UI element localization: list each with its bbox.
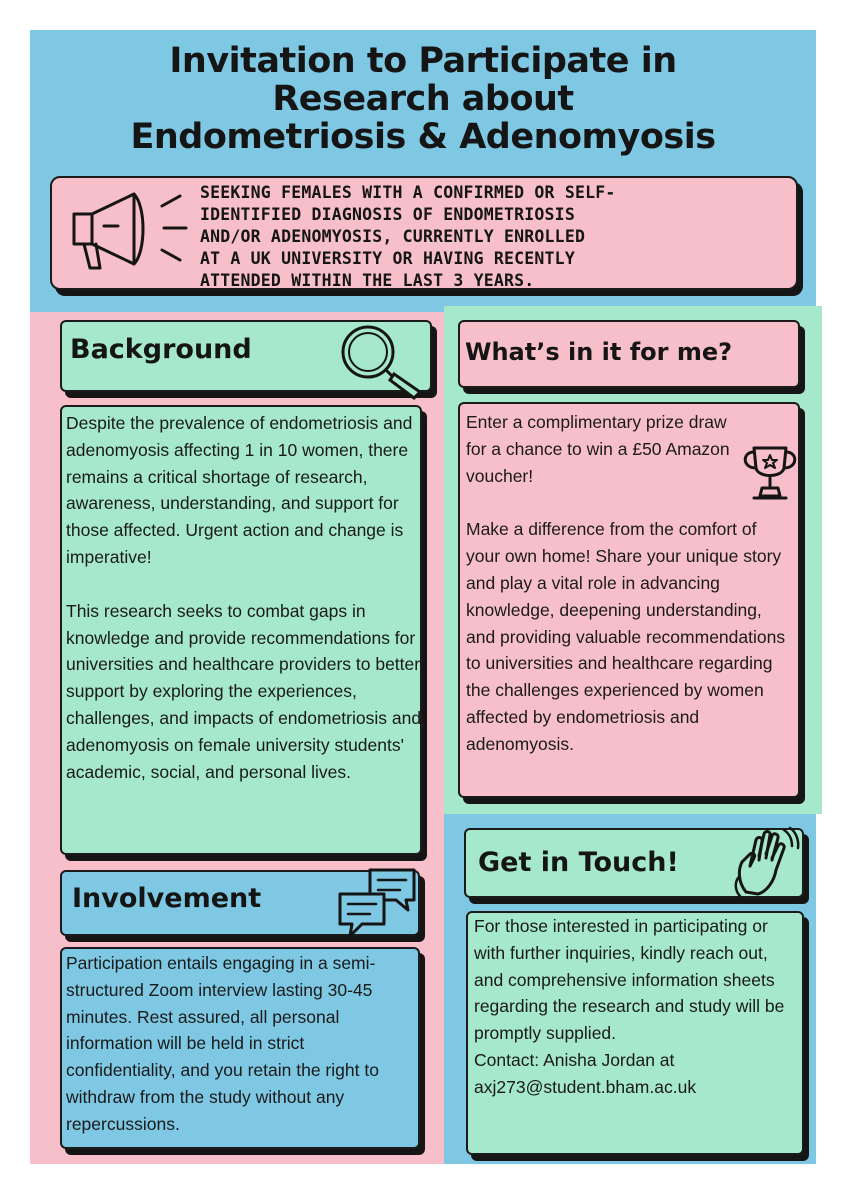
benefits-paragraph-2: Make a difference from the comfort of your own home! Share your unique story and play a vital role in advancing knowledge, deepening understanding, and providing valuable recommendations to universities and healthcare regarding the challenges experienced by women affected by endometriosis and adenomyosis. <box>466 519 786 754</box>
contact-heading: Get in Touch! <box>478 847 679 878</box>
eligibility-line-1: SEEKING FEMALES WITH A CONFIRMED OR SELF- <box>200 183 616 202</box>
background-paragraph-2: This research seeks to combat gaps in knowledge and provide recommendations for universities and healthcare providers to better support by exploring the experiences, challenges, and impacts of endometriosis and adenomyosis on female university students' academic, social, and personal lives. <box>66 600 422 782</box>
eligibility-line-3: AND/OR ADENOMYOSIS, CURRENTLY ENROLLED <box>200 227 586 246</box>
trophy-icon <box>738 442 802 504</box>
title-line-1: Invitation to Participate in <box>169 41 677 81</box>
page-title <box>60 42 786 156</box>
background-heading: Background <box>70 334 252 365</box>
eligibility-line-4: AT A UK UNIVERSITY OR HAVING RECENTLY <box>200 249 575 268</box>
eligibility-text <box>200 182 790 292</box>
involvement-body <box>66 950 418 1138</box>
contact-email[interactable]: axj273@student.bham.ac.uk <box>474 1076 697 1097</box>
involvement-paragraph: Participation entails engaging in a semi-structured Zoom interview lasting 30-45 minutes. Rest assured, all personal information will be held in strict confidentiality, and you retain the right to withdraw from the study without any repercussions. <box>66 953 379 1134</box>
eligibility-line-5: ATTENDED WITHIN THE LAST 3 YEARS. <box>200 271 535 290</box>
chat-bubbles-icon <box>334 864 424 944</box>
involvement-heading: Involvement <box>72 883 262 914</box>
benefits-heading: What’s in it for me? <box>465 338 733 366</box>
background-body <box>66 410 422 785</box>
title-line-3: Endometriosis & Adenomyosis <box>130 117 716 157</box>
background-paragraph-1: Despite the prevalence of endometriosis and adenomyosis affecting 1 in 10 women, there remains a critical shortage of research, awareness, understanding, and support for those affected. Urgent action and change is imperative! <box>66 413 413 567</box>
waving-hand-icon <box>732 826 804 900</box>
contact-name: Contact: Anisha Jordan at <box>474 1049 675 1070</box>
title-line-2: Research about <box>272 79 574 119</box>
magnifying-glass-icon <box>334 322 430 394</box>
benefits-paragraph-1: Enter a complimentary prize draw for a chance to win a £50 Amazon voucher! <box>466 412 730 486</box>
megaphone-icon <box>62 186 192 276</box>
eligibility-line-2: IDENTIFIED DIAGNOSIS OF ENDOMETRIOSIS <box>200 205 575 224</box>
contact-body <box>474 913 800 1101</box>
contact-paragraph: For those interested in participating or with further inquiries, kindly reach out, and comprehensive information sheets regarding the research and study will be promptly supplied. <box>474 916 785 1044</box>
